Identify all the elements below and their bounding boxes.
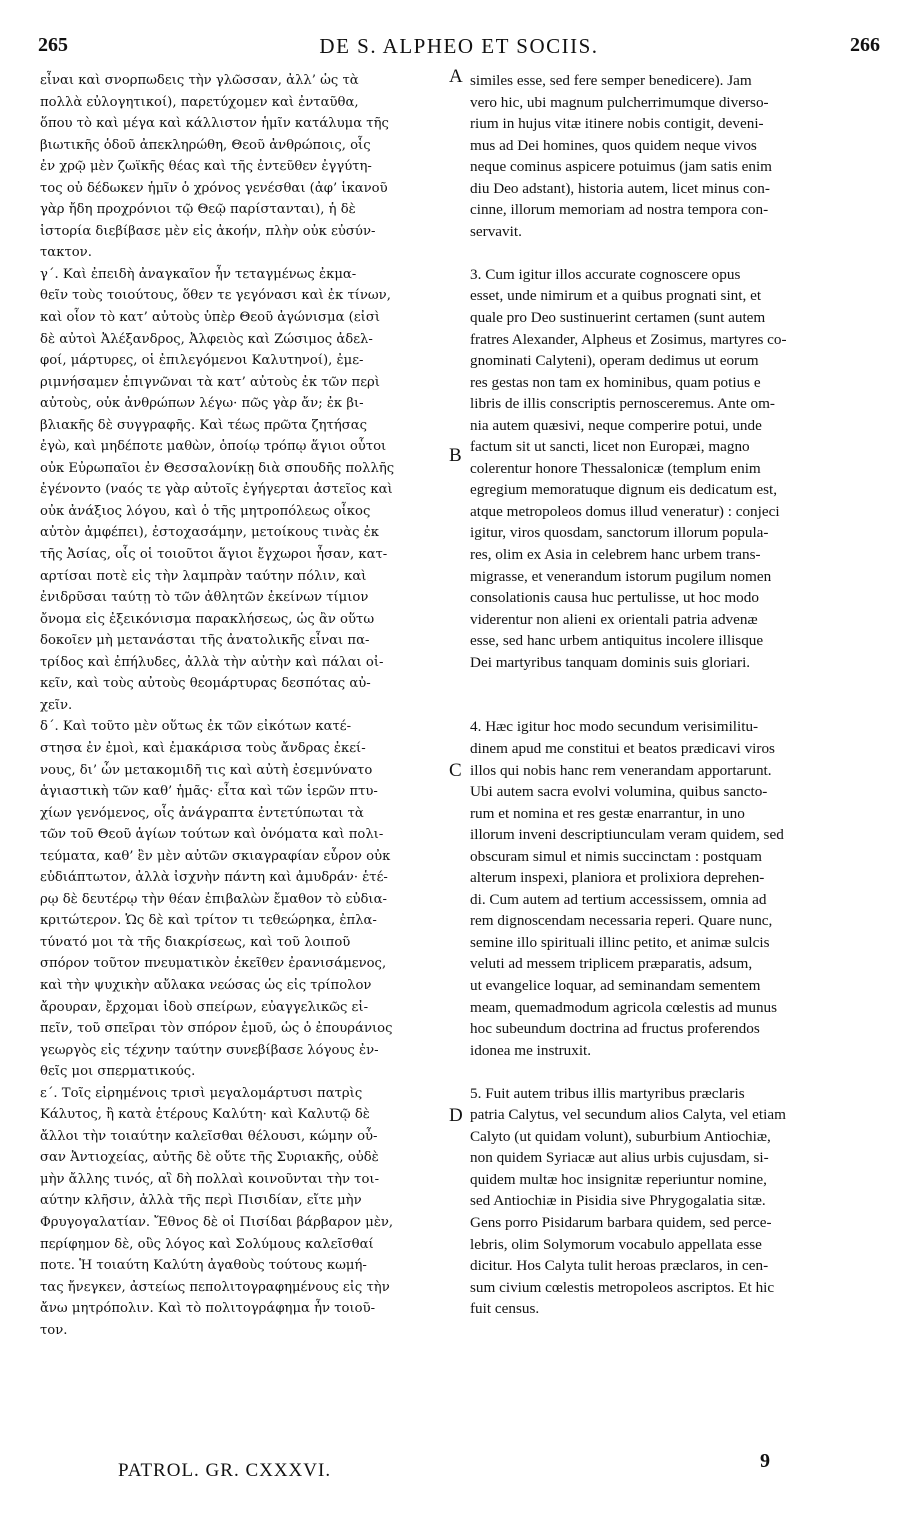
greek-text-line: αὐτοὺς, οὐκ ἀνθρώπων λέγω· πῶς γὰρ ἄν; ἐκ βι- (40, 396, 364, 412)
greek-text-line: αρτίσαι ποτὲ εἰς τὴν λαμπρὰν ταύτην πόλιν, καὶ (40, 568, 367, 584)
latin-text-line: patria Calytus, vel secundum alios Calyta, vel etiam (470, 1106, 786, 1124)
latin-text-line: res gestas non tam ex hominibus, quam potius e (470, 373, 761, 391)
greek-text-line: γὰρ ἤδη προχρόνιοι τῷ Θεῷ παρίστανται), ἡ δὲ (40, 202, 356, 218)
latin-text-line: sed Antiochiæ in Pisidia sive Phrygogalatia sitæ. (470, 1192, 766, 1210)
greek-text-line: εὐδιάπτωτον, ἀλλὰ ἰσχνὴν πάντη καὶ ἀμυδράν· ἑτέ- (40, 870, 388, 886)
latin-text-line: dicitur. Hos Calyta tulit heroas præclaros, in cen- (470, 1257, 769, 1275)
page-number-left: 265 (38, 34, 68, 56)
greek-text-line: γεωργὸς εἰς τέχνην ταύτην συνεβίβασε λόγους ἐν- (40, 1042, 379, 1058)
greek-text-line: δὲ αὐτοὶ Ἀλέξανδρος, Ἀλφειὸς καὶ Ζώσιμος ἀδελ- (40, 331, 373, 347)
latin-text-line: ut evangelice loquar, ad seminandam sementem (470, 976, 761, 994)
latin-text-line: Dei martyribus tanquam dominis suis gloriari. (470, 653, 751, 671)
section-marker-c: C (449, 760, 462, 781)
greek-text-line: τύνατό μοι τὰ τῆς διακρίσεως, καὶ τοῦ λοιποῦ (40, 934, 351, 950)
greek-text-line: δ΄. Καὶ τοῦτο μὲν οὕτως ἐκ τῶν εἰκότων κατέ- (40, 719, 352, 735)
latin-text-line: factum sit ut sancti, licet non Europæi, magno (470, 438, 750, 456)
latin-text-line: diu Deo adstant), historia autem, licet minus con- (470, 179, 770, 197)
greek-text-line: τῆς Ἀσίας, οἷς οἱ τοιοῦτοι ἅγιοι ἔγχωροι ἦσαν, κατ- (40, 547, 388, 563)
latin-text-line: obscuram simul et nimis succinctam : postquam (470, 847, 762, 865)
latin-text-line: neque cominus aspicere potuimus (jam satis enim (470, 158, 772, 176)
section-marker-b: B (449, 445, 462, 466)
greek-text-line: τακτον. (40, 245, 92, 261)
latin-text-line: libris de illis conscriptis pernosceremus. Ante om- (470, 395, 775, 413)
latin-text-line: Ubi autem sacra evolvi volumina, quibus sancto- (470, 783, 768, 801)
greek-text-line: πολλὰ εὐλογητικοί), παρετύχομεν καὶ ἐνταῦθα, (40, 94, 359, 110)
greek-text-line: ριμνήσαμεν ἐπιγνῶναι τὰ κατ’ αὐτοὺς ἐκ τῶν περὶ (40, 374, 380, 390)
greek-text-line: κριτώτερον. Ὡς δὲ καὶ τρίτον τι τεθεώρηκα, ἐπλα- (40, 913, 377, 929)
latin-text-line: alterum inspexi, planiora et prolixiora deprehen- (470, 869, 765, 887)
greek-text-line: γ΄. Καὶ ἐπειδὴ ἀναγκαῖον ἦν τεταγμένως ἐκμα- (40, 266, 357, 282)
latin-text-line: dinem apud me constitui et beatos prædicavi viros (470, 739, 775, 757)
greek-text-line: καὶ τὴν ψυχικὴν αὔλακα νεώσας ὡς εἰς τρίπολον (40, 977, 372, 993)
footer-signature-number: 9 (760, 1450, 770, 1472)
greek-text-line: αύτην κλῆσιν, ἀλλὰ τῆς περὶ Πισιδίαν, εἴτε μὴν (40, 1193, 362, 1209)
latin-text-line: rium in hujus vitæ itinere nobis contigit, deveni- (470, 115, 764, 133)
latin-text-line: di. Cum autem ad tertium accessissem, omnia ad (470, 890, 767, 908)
latin-text-line: mus ad Dei homines, quos quidem neque vivos (470, 136, 757, 154)
greek-text-line: τος οὐ δέδωκεν ἡμῖν ὁ χρόνος γενέσθαι (ἀφ’ ἱκανοῦ (40, 180, 388, 196)
section-marker-d: D (449, 1105, 463, 1126)
greek-text-line: ἱστορία διεβίβασε μὲν εἰς ἀκοήν, πλὴν οὐκ εὐσύν- (40, 223, 376, 239)
latin-column (470, 70, 880, 1320)
latin-text-line: servavit. (470, 222, 522, 240)
latin-text-line: idonea me instruxit. (470, 1041, 592, 1059)
greek-text-line: σπόρον τοῦτον πνευματικὸν ἐκεῖθεν ἐρανισάμενος, (40, 956, 387, 972)
latin-text-line: rum et nomina et res gestæ enarrantur, in uno (470, 804, 745, 822)
greek-text-line: βιωτικῆς ὁδοῦ ἀπεκληρώθη, Θεοῦ ἀνθρώποις, οἷς (40, 137, 371, 153)
greek-text-line: φοί, μάρτυρες, οἱ ἐπιλεγόμενοι Καλυτηνοί), ἐμε- (40, 353, 364, 369)
greek-text-line: στησα ἐν ἐμοὶ, καὶ ἐμακάρισα τοὺς ἄνδρας ἐκεί- (40, 740, 366, 756)
latin-text-line: igitur, viros quosdam, sanctorum illorum popula- (470, 524, 769, 542)
latin-text-line: atque metropoleos domus illud veneratur) : conjeci (470, 502, 780, 520)
latin-text-line: Calyto (ut quidam volunt), suburbium Antiochiæ, (470, 1127, 771, 1145)
greek-text-line: τον. (40, 1322, 68, 1338)
greek-text-line: Κάλυτος, ἢ κατὰ ἑτέρους Καλύτη· καὶ Καλυτῷ δὲ (40, 1107, 370, 1123)
latin-text-line: 3. Cum igitur illos accurate cognoscere opus (470, 265, 741, 283)
paragraph-gap (470, 1061, 880, 1083)
latin-text-line: fratres Alexander, Alpheus et Zosimus, martyres co- (470, 330, 787, 348)
greek-text-line: βλιακῆς δὲ συγγραφῆς. Καὶ τέως πρῶτα ζητήσας (40, 417, 368, 433)
greek-text-line: θεῖν τοὺς τοιούτους, ὅθεν τε γεγόνασι καὶ ἐκ τίνων, (40, 288, 391, 304)
latin-text-line: res, olim ex Asia in celebrem hanc urbem trans- (470, 546, 761, 564)
greek-text-line: καὶ οἷον τὸ κατ’ αὐτοὺς ὑπὲρ Θεοῦ ἀγώνισμα (εἰσὶ (40, 310, 380, 326)
greek-text-line: ἐγένοντο (ναός τε γὰρ αὐτοῖς ἐγήγερται ἀστεῖος καὶ (40, 482, 393, 498)
paragraph-gap (470, 673, 880, 695)
latin-text-line: quale pro Deo sustinuerint certamen (sunt autem (470, 309, 766, 327)
greek-text-line: περίφημον δὲ, οὓς λόγος καὶ Σολύμους καλεῖσθαί (40, 1236, 374, 1252)
greek-text-line: νους, δι’ ὧν μετακομιδῆ τις καὶ αὐτὴ ἐσεμνύνατο (40, 762, 373, 778)
latin-text-line: migrasse, et venerandum istorum pugilum nomen (470, 567, 772, 585)
greek-text-line: ἄλλοι τὴν τοιαύτην καλεῖσθαι θέλουσι, κώμην οὖ- (40, 1128, 378, 1144)
latin-text-line: non quidem Syriacæ aut alius urbis cujusdam, si- (470, 1149, 769, 1167)
page-number-right: 266 (850, 34, 880, 56)
greek-text-line: ποτε. Ἡ τοιαύτη Καλύτη ἀγαθοὺς τούτους κωμή- (40, 1258, 367, 1274)
running-title: DE S. ALPHEO ET SOCIIS. (319, 34, 599, 58)
latin-text-line: egregium memoratuque dignum eis dedicatum est, (470, 481, 778, 499)
paragraph-gap (470, 695, 880, 717)
greek-column (40, 70, 458, 1341)
latin-text-line: fuit census. (470, 1300, 540, 1318)
greek-text-line: σαν Ἀντιοχείας, αὐτῆς δὲ οὔτε τῆς Συριακῆς, οὐδὲ (40, 1150, 379, 1166)
greek-text-line: ὅπου τὸ καὶ μέγα καὶ κάλλιστον ἡμῖν κατάλυμα τῆς (40, 116, 389, 132)
greek-text-line: τῶν τοῦ Θεοῦ ἁγίων τούτων καὶ ὀνόματα καὶ πολι- (40, 827, 384, 843)
greek-text-line: ρῳ δὲ δευτέρῳ τὴν θέαν ἐπιβαλὼν ἔμαθον τὸ εὐδια- (40, 891, 387, 907)
greek-text-line: δοκοῖεν μὴ μετανάσται τῆς ἀνατολικῆς εἶναι πα- (40, 633, 370, 649)
greek-text-line: αὐτὸν ἀμφέπει), ἐστοχασάμην, μετοίκους τινὰς ἐκ (40, 525, 379, 541)
greek-text-line: θεῖς μοι σπερματικούς. (40, 1064, 196, 1080)
latin-text-line: meam, quemadmodum agricola cœlestis ad munus (470, 998, 778, 1016)
greek-text-line: τεύματα, καθ’ ἓν μὲν αὐτῶν σκιαγραφίαν εὗρον οὐκ (40, 848, 391, 864)
latin-text-line: quidem multæ hoc insignitæ reperiuntur nomine, (470, 1170, 767, 1188)
greek-text-line: κεῖν, καὶ τοὺς αὐτοὺς θεομάρτυρας δεσπότας αὐ- (40, 676, 371, 692)
footer-volume-signature: PATROL. GR. CXXXVI. (118, 1460, 332, 1481)
greek-text-line: ἐγὼ, καὶ μηδέποτε μαθὼν, ὁποίῳ τρόπῳ ἅγιοι οὗτοι (40, 439, 387, 455)
latin-text-line: semine illo spirituali illinc petito, et animæ sulcis (470, 933, 770, 951)
greek-text-line: μὴν ἄλλης τινός, αἳ δὴ πολλαὶ κοινοῦνται τὴν τοι- (40, 1171, 380, 1187)
greek-text-line: ἐνιδρῦσαι ταύτῃ τὸ τῶν ἀθλητῶν ἐκείνων τίμιον (40, 590, 369, 606)
greek-text-line: τρίδος καὶ ἐπήλυδες, ἀλλὰ τὴν αὐτὴν καὶ πάλαι οἰ- (40, 654, 384, 670)
greek-text-line: ὄνομα εἰς ἐξεικόνισμα παρακλήσεως, ὡς ἂν οὕτω (40, 611, 375, 627)
greek-text-line: οὐκ ἀνάξιος λόγου, καὶ ὁ τῆς μητροπόλεως οἶκος (40, 503, 371, 519)
latin-text-line: lebris, olim Solymorum vocabulo appellata esse (470, 1235, 762, 1253)
latin-text-line: rem dignoscendam necessaria reperi. Quare nunc, (470, 912, 773, 930)
greek-text-line: οὐκ Εὐρωπαῖοι ἐν Θεσσαλονίκῃ διὰ σπουδῆς πολλῆς (40, 460, 395, 476)
section-marker-a: A (449, 66, 463, 87)
latin-text-line: vero hic, ubi magnum pulcherrimumque diverso- (470, 93, 769, 111)
greek-text-line: ἁγιαστικὴ τῶν καθ’ ἡμᾶς· εἶτα καὶ τῶν ἱερῶν πτυ- (40, 784, 378, 800)
greek-text-line: ε΄. Τοῖς εἰρημένοις τρισὶ μεγαλομάρτυσι πατρὶς (40, 1085, 363, 1101)
latin-text-line: sum civium cœlestis metropoleos ascriptos. Et hic (470, 1278, 775, 1296)
latin-text-line: 5. Fuit autem tribus illis martyribus præclaris (470, 1084, 745, 1102)
greek-text-line: ἄρουραν, ἔρχομαι ἰδοὺ σπείρων, εὐαγγελικῶς εἰ- (40, 999, 369, 1015)
latin-text-line: esse, sed hanc urbem antiquitus incolere illisque (470, 632, 764, 650)
greek-text-line: εἶναι καὶ σνορπωδεις τὴν γλῶσσαν, ἀλλ’ ὡς τὰ (40, 73, 359, 88)
greek-text-line: ἐν χρῷ μὲν ζωϊκῆς θέας καὶ τῆς ἐντεῦθεν ἐγγύτη- (40, 159, 372, 175)
greek-text-line: τας ἤνεγκεν, ἀστείως πεπολιτογραφημένους εἰς τὴν (40, 1279, 390, 1295)
latin-text-line: 4. Hæc igitur hoc modo secundum verisimilitu- (470, 718, 759, 736)
latin-text-line: illos qui nobis hanc rem venerandam apportarunt. (470, 761, 772, 779)
greek-text-line: χίων γενόμενος, οἷς ἀνάγραπτα ἐντετύπωται τὰ (40, 805, 364, 821)
latin-text-line: cinne, illorum memoriam ad nostra tempora con- (470, 201, 769, 219)
latin-text-line: nia autem quæsivi, neque comperire potui, unde (470, 416, 762, 434)
latin-text-line: colerentur honore Thessalonicæ (templum enim (470, 459, 761, 477)
greek-text-line: ἄνω μητρόπολιν. Καὶ τὸ πολιτογράφημα ἦν τοιοῦ- (40, 1301, 376, 1317)
latin-text-line: hoc subeundum doctrina ad fructus proferendos (470, 1020, 760, 1038)
latin-text-line: gnominati Calyteni), operam dedimus ut eorum (470, 352, 759, 370)
latin-text-line: Gens porro Pisidarum barbara quidem, sed perce- (470, 1213, 772, 1231)
paragraph-gap (470, 242, 880, 264)
greek-text-line: πεῖν, τοῦ σπεῖραι τὸν σπόρον ἐμοῦ, ὡς ὁ ἐπουράνιος (40, 1021, 393, 1037)
latin-text-line: illorum inveni descriptiunculam veram quidem, sed (470, 826, 784, 844)
greek-text-line: Φρυγογαλατίαν. Ἔθνος δὲ οἱ Πισίδαι βάρβαρον μὲν, (40, 1214, 394, 1230)
greek-text-line: χεῖν. (40, 697, 73, 713)
latin-text-line: veluti ad messem triplicem præparatis, adsum, (470, 955, 753, 973)
page-header (38, 34, 880, 62)
latin-text-line: viderentur non alieni ex orientali patria advenæ (470, 610, 758, 628)
latin-text-line: esset, unde nimirum et a quibus prognati sint, et (470, 287, 762, 305)
latin-text-line: consolationis causa huc pertulisse, ut hoc modo (470, 589, 759, 607)
latin-text-line: similes esse, sed fere semper benedicere). Jam (470, 72, 752, 89)
